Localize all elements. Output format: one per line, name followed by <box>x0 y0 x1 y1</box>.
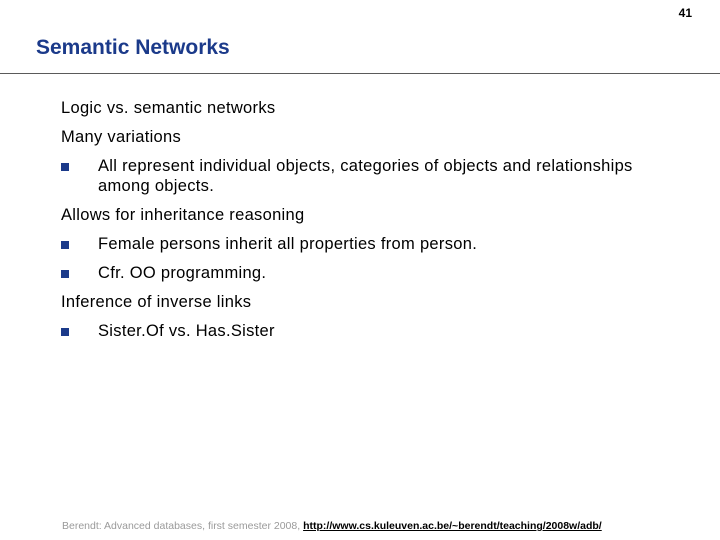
sub-bullet-inverse-1 <box>61 321 681 341</box>
title-divider <box>0 73 720 74</box>
square-bullet-icon <box>61 163 69 171</box>
footer-link[interactable]: http://www.cs.kuleuven.ac.be/~berendt/teaching/2008w/adb/ <box>303 520 602 532</box>
slide-content <box>61 98 681 350</box>
sub-bullet-variations-1 <box>61 156 681 196</box>
footer-text: Berendt: Advanced databases, first semester 2008, <box>62 520 301 532</box>
slide-title: Semantic Networks <box>36 36 230 59</box>
bullet-variations: Many variations <box>61 128 182 146</box>
sub-bullet-inheritance-2 <box>61 263 681 283</box>
sub-bullet-text: Female persons inherit all properties from person. <box>98 235 478 253</box>
footer <box>62 520 602 532</box>
bullet-inheritance: Allows for inheritance reasoning <box>61 206 305 224</box>
bullet-logic: Logic vs. semantic networks <box>61 99 276 117</box>
sub-bullet-text: Cfr. OO programming. <box>98 264 267 282</box>
square-bullet-icon <box>61 328 69 336</box>
sub-bullet-text: All represent individual objects, categories of objects and relationships among objects. <box>98 157 633 195</box>
sub-bullet-text: Sister.Of vs. Has.Sister <box>98 322 275 340</box>
page-number: 41 <box>678 6 692 20</box>
sub-bullet-inheritance-1 <box>61 234 681 254</box>
square-bullet-icon <box>61 270 69 278</box>
square-bullet-icon <box>61 241 69 249</box>
bullet-inverse: Inference of inverse links <box>61 293 252 311</box>
